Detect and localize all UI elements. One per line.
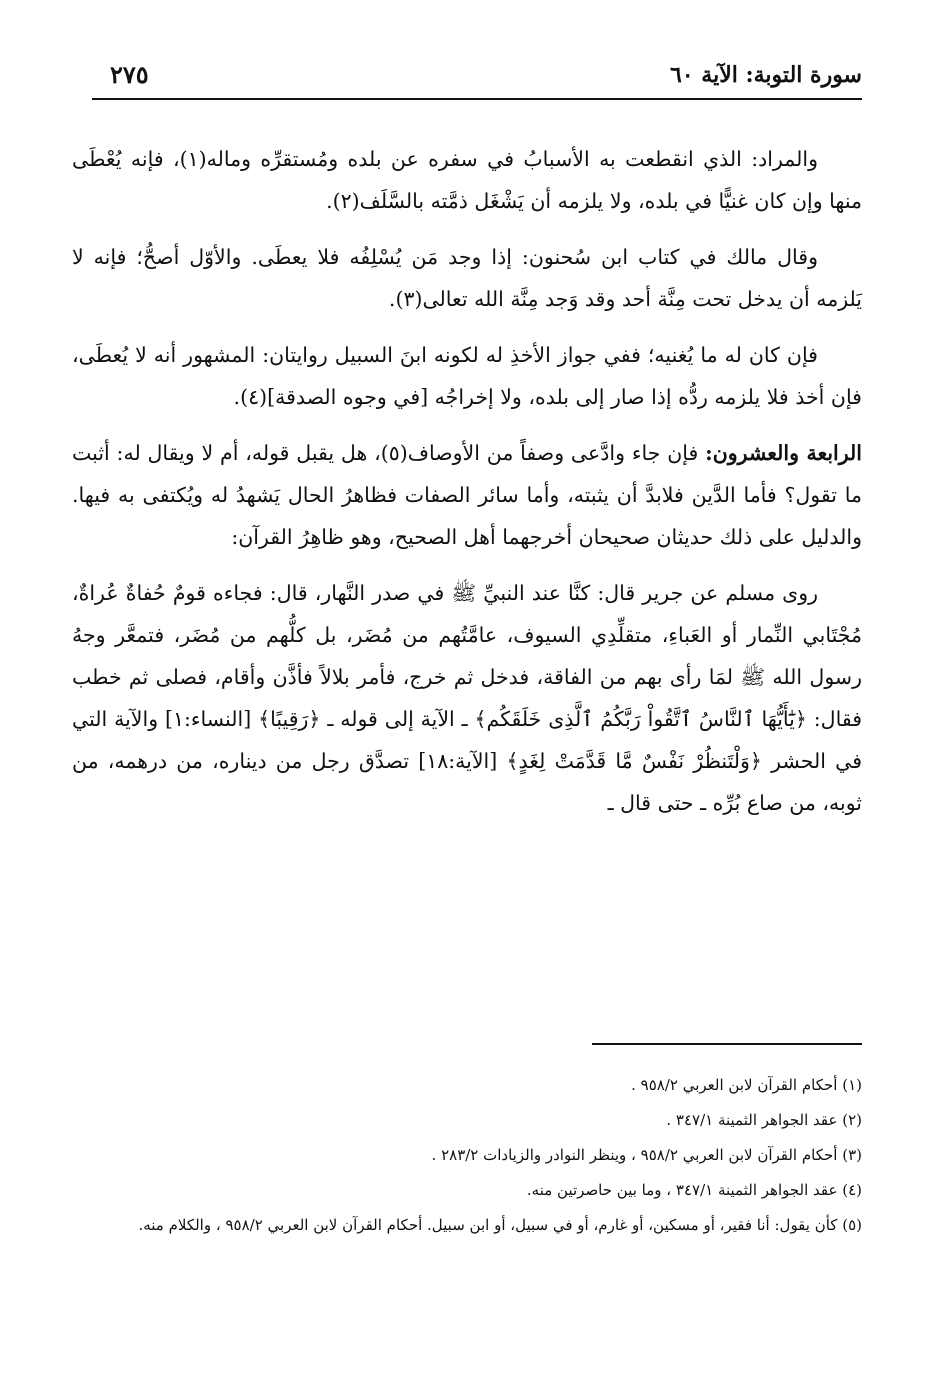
page-header: [92, 58, 862, 100]
footnote: (٥) كأن يقول: أنا فقير، أو مسكين، أو غارم، أو في سبيل، أو ابن سبيل. أحكام القرآن لابن العربي ٩٥٨/٢ ، والكلام منه.: [138, 1216, 862, 1234]
footnote: (٢) عقد الجواهر الثمينة ٣٤٧/١ .: [666, 1111, 862, 1129]
footnote: (٣) أحكام القرآن لابن العربي ٩٥٨/٢ ، وينظر النوادر والزيادات ٢٨٣/٢ .: [431, 1146, 862, 1164]
main-text: [72, 138, 862, 838]
page-number: ٢٧٥: [110, 60, 149, 89]
paragraph: وقال مالك في كتاب ابن سُحنون: إذا وجد مَن يُسْلِفُه فلا يعطَى. والأوّل أصحُّ؛ فإنه لا يَلزمه أن يدخل تحت مِنَّة أحد وقد وَجد مِنَّة الله تعالى(٣).: [72, 245, 862, 311]
paragraph: فإن كان له ما يُغنيه؛ ففي جواز الأخذِ له لكونه ابنَ السبيل روايتان: المشهور أنه لا يُعطَى، فإن أخذ فلا يلزمه ردُّه إذا صار إلى بلده، ولا إخراجُه [في وجوه الصدقة](٤).: [72, 343, 862, 409]
footnote-separator: [592, 1043, 862, 1045]
section-lead: الرابعة والعشرون:: [705, 441, 862, 465]
paragraph: والمراد: الذي انقطعت به الأسبابُ في سفره عن بلده ومُستقرِّه وماله(١)، فإنه يُعْطَى منها وإن كان غنيًّا في بلده، ولا يلزمه أن يَشْغَل ذمَّته بالسَّلَف(٢).: [72, 147, 862, 213]
footnote: (٤) عقد الجواهر الثمينة ٣٤٧/١ ، وما بين حاصرتين منه.: [526, 1181, 862, 1199]
footnote: (١) أحكام القرآن لابن العربي ٩٥٨/٢ .: [631, 1076, 862, 1094]
footnotes: [72, 1068, 862, 1243]
running-title: سورة التوبة: الآية ٦٠: [669, 62, 862, 88]
paragraph-with-heading: [72, 432, 862, 558]
paragraph: روى مسلم عن جرير قال: كنَّا عند النبيِّ ﷺ في صدر النَّهار، قال: فجاءه قومٌ حُفاةٌ عُراةٌ، مُجْتَابي النِّمار أو العَباءِ، متقلِّدِي السيوف، عامَّتُهم من مُضَر، بل كلُّهم من مُضَر، فتمعَّر وجهُ رسول الله ﷺ لمَا رأى بهم من الفاقة، فدخل ثم خرج، فأمر بلالاً فأذَّن وأقام، فصلى ثم خطب فقال: ﴿يَٰٓأَيُّهَا ٱلنَّاسُ ٱتَّقُواْ رَبَّكُمُ ٱلَّذِى خَلَقَكُم﴾ ـ الآية إلى قوله ـ ﴿رَقِيبًا﴾ [النساء:١] والآية التي في الحشر ﴿وَلْتَنظُرْ نَفْسٌ مَّا قَدَّمَتْ لِغَدٍ﴾ [الآية:١٨] تصدَّق رجل من ديناره، من درهمه، من ثوبه، من صاع بُرِّه ـ حتى قال ـ: [72, 581, 862, 815]
paragraph-body: فإن جاء وادَّعى وصفاً من الأوصاف(٥)، هل يقبل قوله، أم لا ويقال له: أثبت ما تقول؟ فأما الدَّين فلابدَّ أن يثبته، وأما سائر الصفات فظاهرُ الحال يَشهدُ له ويُكتفى به فيها. والدليل على ذلك حديثان صحيحان أخرجهما أهل الصحيح، وهو ظاهِرُ القرآن:: [72, 441, 862, 549]
